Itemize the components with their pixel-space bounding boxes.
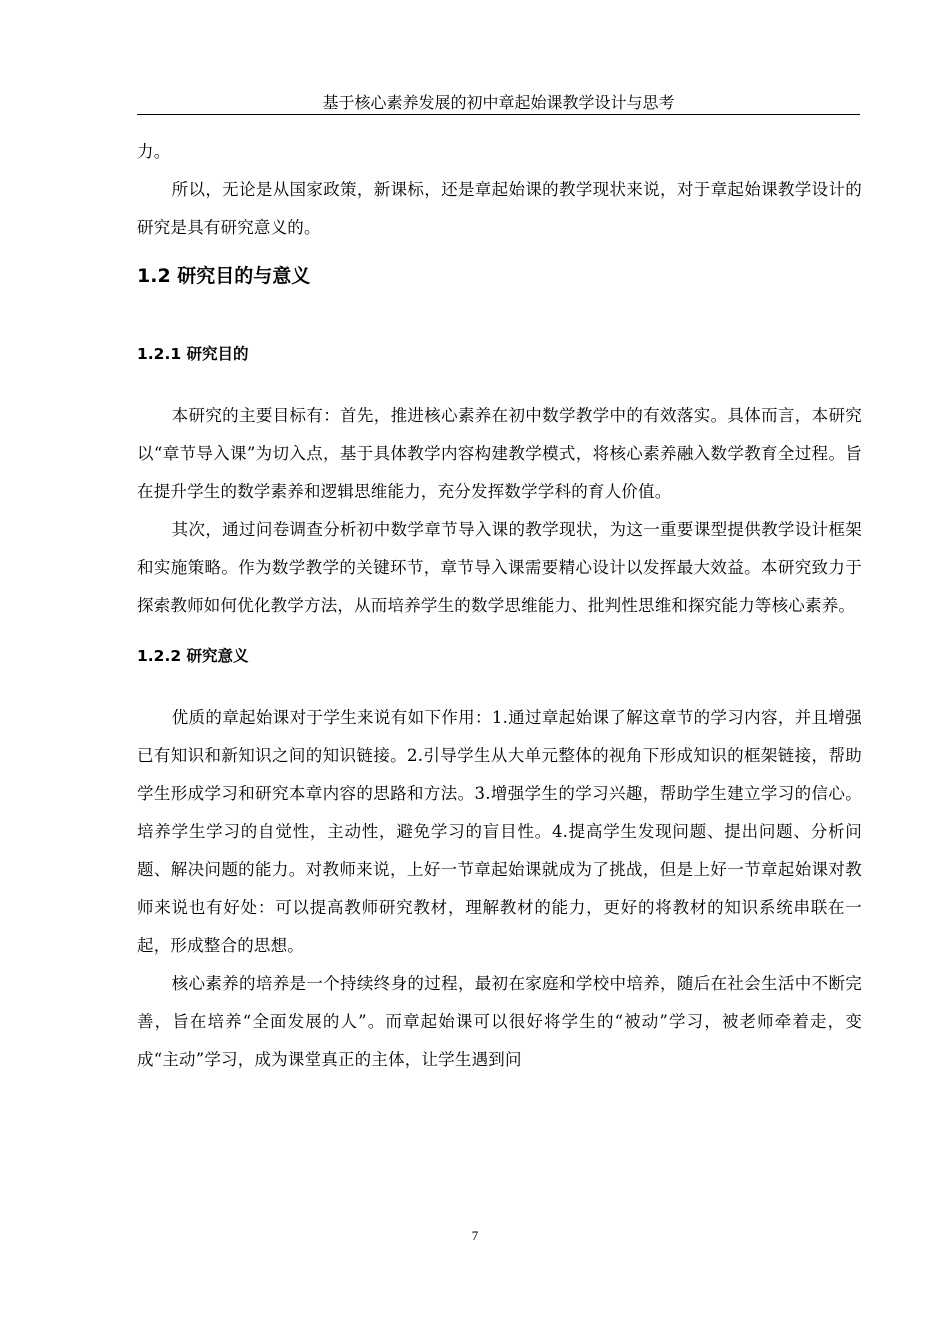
- section-heading-1-2: 1.2 研究目的与意义: [137, 265, 311, 287]
- paragraph-continuation: 力。: [137, 142, 171, 161]
- paragraph-meaning-1: 优质的章起始课对于学生来说有如下作用：1.通过章起始课了解这章节的学习内容，并且增强已有知识和新知识之间的知识链接。2.引导学生从大单元整体的视角下形成知识的框架链接，帮助学生形成学习和研究本章内容的思路和方法。3.增强学生的学习兴趣，帮助学生建立学习的信心。培养学生学习的自觉性，主动性，避免学习的盲目性。4.提高学生发现问题、提出问题、分析问题、解决问题的能力。对教师来说，上好一节章起始课就成为了挑战，但是上好一节章起始课对教师来说也有好处：可以提高教师研究教材，理解教材的能力，更好的将教材的知识系统串联在一起，形成整合的思想。: [137, 708, 862, 955]
- paragraph-purpose-2: 其次，通过问卷调查分析初中数学章节导入课的教学现状，为这一重要课型提供教学设计框架和实施策略。作为数学教学的关键环节，章节导入课需要精心设计以发挥最大效益。本研究致力于探索教师如何优化教学方法，从而培养学生的数学思维能力、批判性思维和探究能力等核心素养。: [137, 520, 862, 615]
- subsection-heading-1-2-2: 1.2.2 研究意义: [137, 647, 249, 665]
- header-rule: [137, 114, 860, 115]
- subsection-heading-1-2-1: 1.2.1 研究目的: [137, 345, 249, 363]
- paragraph-meaning-2: 核心素养的培养是一个持续终身的过程，最初在家庭和学校中培养，随后在社会生活中不断完善，旨在培养“全面发展的人”。而章起始课可以很好将学生的“被动”学习，被老师牵着走，变成“主动”学习，成为课堂真正的主体，让学生遇到问: [137, 974, 862, 1069]
- paragraph-purpose-1: 本研究的主要目标有：首先，推进核心素养在初中数学教学中的有效落实。具体而言，本研究以“章节导入课”为切入点，基于具体教学内容构建教学模式，将核心素养融入数学教育全过程。旨在提升学生的数学素养和逻辑思维能力，充分发挥数学学科的育人价值。: [137, 406, 862, 501]
- paragraph-summary: 所以，无论是从国家政策，新课标，还是章起始课的教学现状来说，对于章起始课教学设计的研究是具有研究意义的。: [137, 180, 862, 237]
- page-body: [137, 133, 862, 1079]
- running-header: 基于核心素养发展的初中章起始课教学设计与思考: [322, 93, 675, 112]
- page-number: 7: [471, 1228, 479, 1243]
